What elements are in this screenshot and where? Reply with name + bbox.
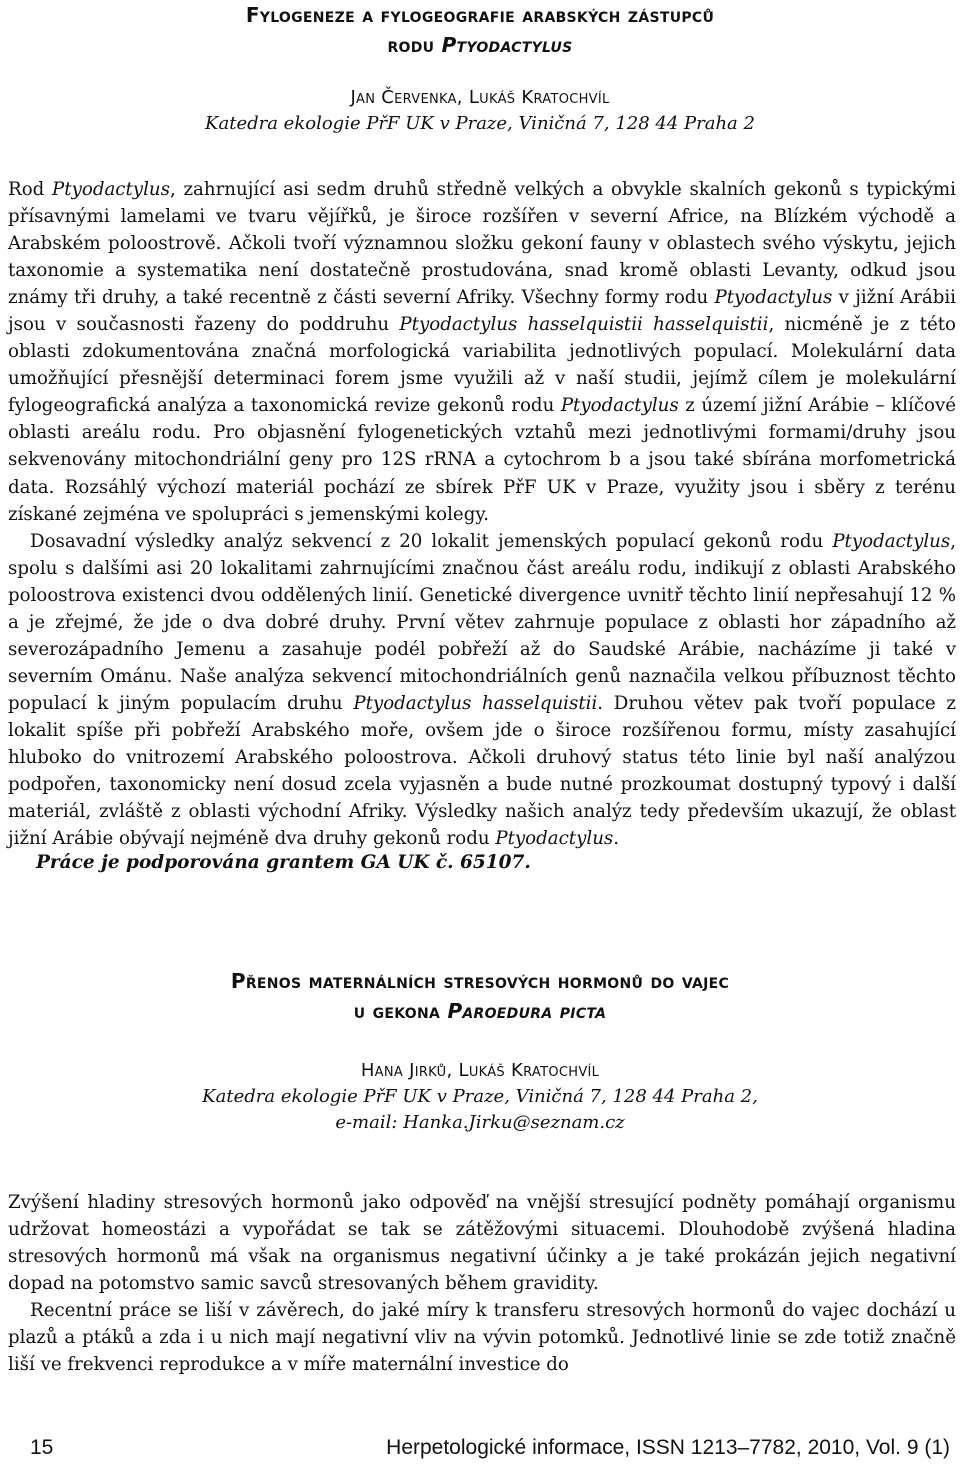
page-footer [0,1436,960,1466]
taxon-name: Ptyodactylus [832,530,951,552]
article-2-authors: Hana Jirků, Lukáš Kratochvíl [360,1060,600,1081]
genus-name: Ptyodactylus [441,33,573,57]
taxon-name: Ptyodactylus hasselquistii hasselquistii [399,314,769,336]
species-name: Paroedura picta [447,999,607,1023]
article-2-body [8,1189,956,1378]
article-1-affiliation: Katedra ekologie PřF UK v Praze, Viničná 7, 128 44 Praha 2 [205,113,755,134]
article-2-paragraph-1: Zvýšení hladiny stresových hormonů jako odpověď na vnější stresující podněty pomáhají organismu udržovat homeostázi a vypořádat se tak se zátěžovými situacemi. Dlouhodobě zvýšená hladina stresových hormonů má však na organismus negativní účinky a je také prokázán jejich negativní dopad na potomstvo samic savců stresovaných během gravidity. [8,1192,956,1295]
article-1-paragraph-1: Rod Ptyodactylus, zahrnující asi sedm druhů středně velkých a obvykle skalních gekonů s typickými přísavnými lamelami ve tvaru vějířků, je široce rozšířen v severní Africe, na Blízkém východě a Arabském poloostrově. Ačkoli tvoří významnou složku gekoní fauny v oblastech svého výskytu, jejich taxonomie a systematika není dostatečně prostudována, snad kromě oblasti Levanty, odkud jsou známy tři druhy, a také recentně z části severní Afriky. Všechny formy rodu Ptyodactylus v jižní Arábii jsou v současnosti řazeny do poddruhu Ptyodactylus hasselquistii hasselquistii, nicméně je z této oblasti zdokumentována značná morfologická variabilita jednotlivých populací. Molekulární data umožňující přesnější determinaci forem jsme využili až v naší studii, jejímž cílem je molekulární fylogeografická analýza a taxonomická revize gekonů rodu Ptyodactylus z území jižní Arábie – klíčové oblasti areálu rodu. Pro objasnění fylogenetických vztahů mezi jednotlivými formami/druhy jsou sekvenovány mitochondriální geny pro 12S rRNA a cytochrom b a jsou také sbírána morfometrická data. Rozsáhlý výchozí materiál pochází ze sbírek PřF UK v Praze, využity jsou i sběry z terénu získané zejména ve spolupráci s jemenskými kolegy. [8,179,956,525]
article-2-email: e-mail: Hanka.Jirku@seznam.cz [335,1112,625,1133]
article-1 [0,0,960,137]
taxon-name: Ptyodactylus [560,395,679,417]
article-2 [0,966,960,1136]
taxon-name: Ptyodactylus [495,828,614,850]
taxon-name: Ptyodactylus [714,287,833,309]
taxon-name: Ptyodactylus hasselquistii [353,692,598,714]
article-2-title-line-2: u gekona Paroedura picta [353,999,607,1023]
article-1-title-line-1: Fylogeneze a fylogeografie arabských zástupců [245,3,715,27]
page-number: 15 [30,1436,54,1459]
article-2-affiliation: Katedra ekologie PřF UK v Praze, Viničná 7, 128 44 Praha 2, [202,1086,758,1107]
article-1-title [0,0,960,60]
article-2-title [0,966,960,1026]
article-1-body [8,176,956,873]
article-2-paragraph-2: Recentní práce se liší v závěrech, do jaké míry k transferu stresových hormonů do vajec dochází u plazů a ptáků a zda i u nich mají negativní vliv na vývin potomků. Jednotlivé linie se zde totiž značně liší ve frekvenci reprodukce a v míře maternální investice do [8,1300,956,1376]
article-1-authors: Jan Červenka, Lukáš Kratochvíl [350,87,610,108]
journal-citation: Herpetologické informace, ISSN 1213–7782, 2010, Vol. 9 (1) [386,1436,950,1459]
taxon-name: Ptyodactylus [52,179,170,200]
article-1-paragraph-2: Dosavadní výsledky analýz sekvencí z 20 lokalit jemenských populací gekonů rodu Ptyodactylus, spolu s dalšími asi 20 lokalitami zahrnujícími značnou část areálu rodu, indikují z oblasti Arabského poloostrova existenci dvou oddělených linií. Genetické divergence uvnitř těchto linií nepřesahují 12 % a je zřejmé, že jde o dva dobré druhy. První větev zahrnuje populace z oblasti hor západního až severozápadního Jemenu a zasahuje podél pobřeží až do Saudské Arábie, nacházíme ji také v severním Ománu. Naše analýza sekvencí mitochondriálních genů naznačila velkou příbuznost těchto populací k jiným populacím druhu Ptyodactylus hasselquistii. Druhou větev pak tvoří populace z lokalit spíše při pobřeží Arabského moře, ovšem jde o široce rozšířenou formu, místy zasahující hluboko do vnitrozemí Arabského poloostrova. Ačkoli druhový status této linie byl naší analýzou podpořen, taxonomicky není dosud zcela vyjasněn a bude nutné prozkoumat dostupný typový i další materiál, zvláště z oblasti východní Afriky. Výsledky našich analýz tedy především ukazují, že oblast jižní Arábie obývají nejméně dva druhy gekonů rodu Ptyodactylus. [8,530,956,850]
article-1-title-line-2: rodu Ptyodactylus [387,33,573,57]
article-2-title-line-1: Přenos maternálních stresových hormonů do vajec [230,969,730,993]
grant-acknowledgement: Práce je podporována grantem GA UK č. 65107. [36,852,531,874]
